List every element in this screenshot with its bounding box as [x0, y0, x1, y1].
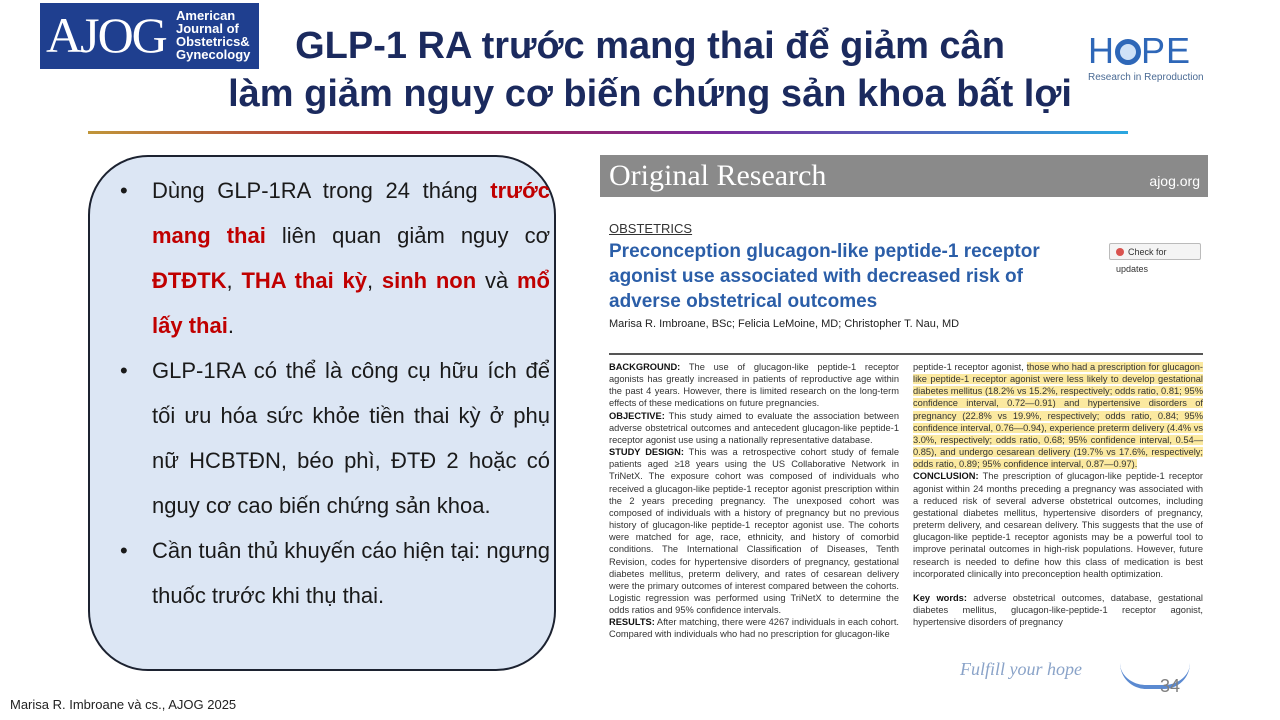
hope-logo-word [1088, 30, 1191, 72]
check-updates-icon [1116, 248, 1124, 256]
hope-watermark: Fulfill your hope [960, 659, 1082, 679]
hope-logo-tagline: Research in Reproduction [1088, 72, 1204, 83]
bullet-text: Dùng GLP-1RA trong 24 tháng [152, 178, 491, 203]
article-section: OBSTETRICS [609, 221, 693, 236]
abstract-label: CONCLUSION: [913, 471, 979, 482]
bullet-highlight: ĐTĐTK [152, 268, 227, 293]
abstract-label: Key words: [913, 592, 967, 603]
article-image [600, 155, 1208, 683]
article-header [600, 155, 1208, 197]
abstract-left-column [609, 361, 899, 641]
ajog-logo-mark: AJOG [46, 7, 166, 63]
article-title: Preconception glucagon-like peptide-1 receptor agonist use associated with decreased risk of adverse obstetrical outcomes [609, 241, 1040, 312]
bullet-highlight: THA thai kỳ [241, 268, 367, 293]
slide-title [150, 22, 1150, 118]
abstract-text: adverse obstetrical outcomes, database, gestational diabetes mellitus, glucagon-like-peptide-1 receptor agonist, hypertensive disorders of pregnancy [913, 592, 1203, 628]
hope-logo-o-icon [1115, 39, 1141, 65]
bullet-highlight: sinh non [381, 268, 477, 293]
bullet-text: liên quan giảm nguy cơ [265, 223, 550, 248]
abstract-label: OBJECTIVE: [609, 410, 665, 421]
ajog-logo-line: American [176, 8, 236, 23]
abstract-label: BACKGROUND: [609, 362, 681, 372]
bullet-highlight: trước mang thai [152, 178, 550, 248]
abstract-right-column [913, 361, 1203, 628]
article-header-title: Original Research [609, 159, 827, 192]
slide-title-line1: GLP-1 RA trước mang thai để giảm cân [295, 25, 1005, 67]
ajog-logo-line: Journal of [176, 21, 239, 36]
bullet-text: , [226, 268, 242, 293]
abstract-text: The use of glucagon-like peptide-1 receptor agonists has greatly increased in patients of reproductive age within the past 4 years. However, there is limited research on the long-term effects of these medications on future pregnancies. [609, 362, 899, 409]
check-updates-badge [1109, 243, 1201, 274]
citation: Marisa R. Imbroane và cs., AJOG 2025 [10, 697, 237, 712]
bullet-text: và [476, 268, 517, 293]
abstract-text: The prescription of glucagon-like peptide-1 receptor agonist within 24 months preceding a pregnancy was associated with a reduced risk of several adverse obstetrical outcomes, including gestational diabetes mellitus, hypertensive disorders of pregnancy, preterm delivery, and cesarean delivery. This suggests that the use of glucagon-like peptide-1 receptor agonists may be a powerful tool to improve perinatal outcomes in high-risk populations. However, future research is needed to define how this class of medication is best incorporated clinically into preconception health optimization. [913, 471, 1203, 579]
bullet-list [118, 168, 550, 618]
article-authors: Marisa R. Imbroane, BSc; Felicia LeMoine, MD; Christopher T. Nau, MD [609, 318, 960, 330]
abstract-text: peptide-1 receptor agonist, [913, 362, 1027, 372]
abstract-highlight: those who had a prescription for glucagon-like peptide-1 receptor agonist were less likely to develop gestational diabetes mellitus (18.2% vs 15.2%, respectively; odds ratio, 0.81; 95% confidence interval, 0.72—0.91) and hypertensive disorders of pregnancy (22.8% vs 19.9%, respectively; odds ratio, 0.84; 95% confidence interval, 0.76—0.94), experience preterm delivery (4.4% vs 3.0%, respectively; odds ratio, 0.68; 95% confidence interval, 0.54—0.85), and undergo cesarean delivery (19.7% vs 17.6%, respectively; odds ratio, 0.89; 95% confidence interval, 0.87—0.97). [913, 362, 1204, 470]
bullet-highlight: mổ lấy thai [152, 268, 550, 338]
title-divider [88, 131, 1128, 134]
abstract-label: RESULTS: [609, 617, 655, 628]
abstract-text: This study aimed to evaluate the association between adverse obstetrical outcomes and antecedent glucagon-like peptide-1 receptor agonist use using a nationally representative database. [609, 410, 899, 445]
slide-title-line2: làm giảm nguy cơ biến chứng sản khoa bất lợi [228, 73, 1072, 115]
article-site: ajog.org [1149, 173, 1200, 189]
bullet-item: • GLP-1RA có thể là công cụ hữu ích để tối ưu hóa sức khỏe tiền thai kỳ ở phụ nữ HCBTĐN, béo phì, ĐTĐ 2 hoặc có nguy cơ cao biến chứng sản khoa. [118, 348, 550, 528]
abstract-label: STUDY DESIGN: [609, 447, 684, 458]
ajog-logo-line: Obstetrics& [176, 34, 250, 49]
check-updates-label: Check for updates [1116, 247, 1167, 274]
abstract-text: After matching, there were 4267 individuals in each cohort. Compared with individuals who had no prescription for glucagon-like [609, 617, 899, 640]
bullet-text: , [366, 268, 382, 293]
bullet-item [118, 168, 550, 348]
hope-logo [1088, 30, 1218, 85]
article-divider [609, 353, 1203, 355]
hope-logo-h: H [1088, 30, 1115, 71]
bullet-item: • Cần tuân thủ khuyến cáo hiện tại: ngưng thuốc trước khi thụ thai. [118, 528, 550, 618]
bullet-text: . [227, 313, 234, 338]
page-number: 34 [1160, 676, 1181, 696]
hope-logo-pe: PE [1141, 30, 1192, 71]
abstract-text: This was a retrospective cohort study of female patients aged ≥18 years using the US Collaborative Network in TriNetX. The exposure cohort was composed of individuals who received a glucagon-like peptide-1 receptor agonist prescription within the 2 years preceding pregnancy. The unexposed cohort was composed of individuals with a history of pregnancy but no previous history of glucagon-like peptide-1 receptor agonist use. The cohorts were matched for age, race, ethnicity, and history of comorbid conditions. The International Classification of Diseases, Tenth Revision, codes for hypertensive disorders of pregnancy, gestational diabetes mellitus, preterm delivery, and rates of cesarean delivery were the primary outcomes of interest compared between the cohorts. Logistic regression was performed using TriNetX to determine the odds ratios and 95% confidence intervals. [609, 447, 900, 616]
ajog-logo-line: Gynecology [176, 47, 251, 62]
